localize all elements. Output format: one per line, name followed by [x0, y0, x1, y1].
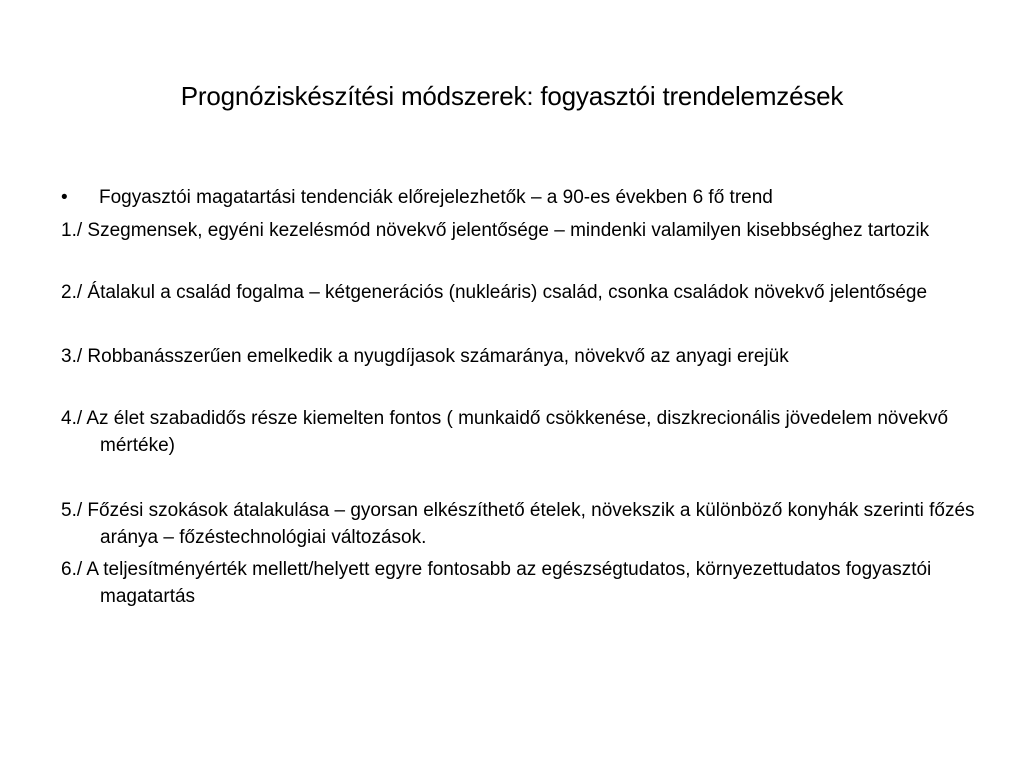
- trend-item-1: 1./ Szegmensek, egyéni kezelésmód növekvő jelentősége – mindenki valamilyen kisebbséghez tartozik: [61, 220, 930, 241]
- trend-item-3: 3./ Robbanásszerűen emelkedik a nyugdíjasok számaránya, növekvő az anyagi erejük: [61, 346, 789, 367]
- slide-body: [61, 184, 981, 610]
- bullet-marker: •: [61, 187, 68, 208]
- slide-title: Prognóziskészítési módszerek: fogyasztói trendelemzések: [180, 81, 844, 111]
- trend-item-5: 5./ Főzési szokások átalakulása – gyorsan elkészíthető ételek, növekszik a különböző konyhák szerinti főzés aránya – főzéstechnológiai változások.: [61, 500, 975, 548]
- trend-item-6: 6./ A teljesítményérték mellett/helyett egyre fontosabb az egészségtudatos, környezettudatos fogyasztói magatartás: [61, 559, 932, 607]
- trend-item-2: 2./ Átalakul a család fogalma – kétgenerációs (nukleáris) család, csonka családok növekvő jelentősége: [61, 282, 928, 303]
- bullet-item: [61, 184, 981, 211]
- bullet-text: Fogyasztói magatartási tendenciák előrejelezhetők – a 90-es években 6 fő trend: [99, 187, 773, 208]
- trend-item-4: 4./ Az élet szabadidős része kiemelten fontos ( munkaidő csökkenése, diszkrecionális jövedelem növekvő mértéke): [61, 408, 949, 456]
